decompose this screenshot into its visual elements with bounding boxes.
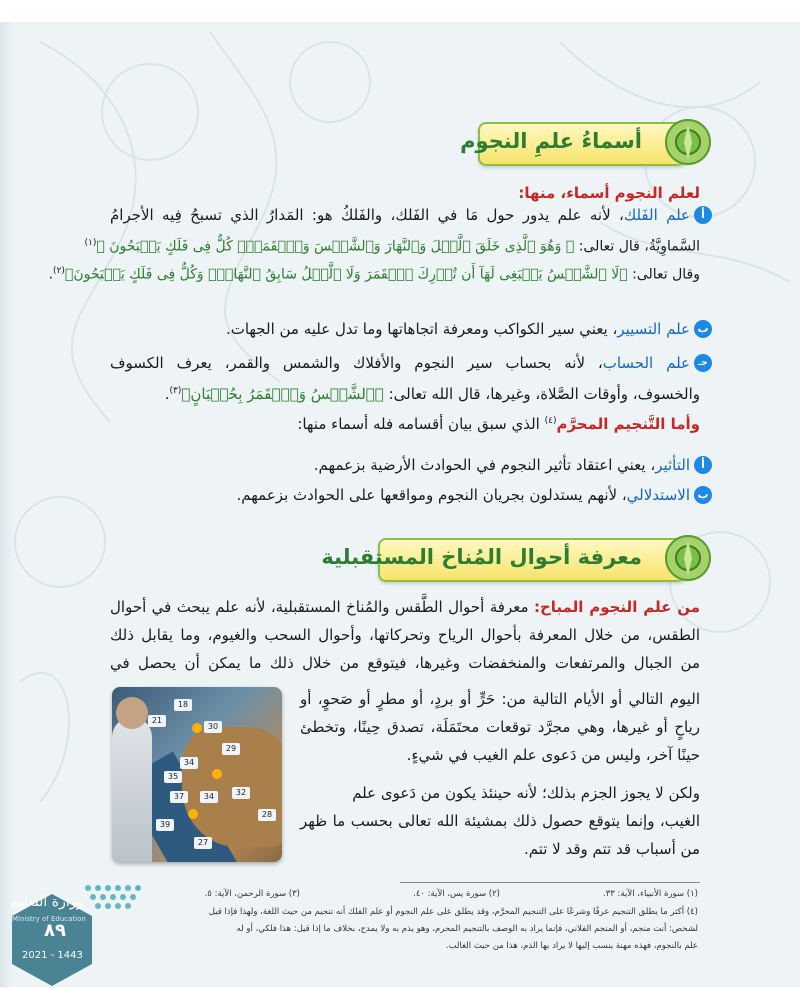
item-hisab-text: ، لأنه بحساب سير النجوم والأفلاك والشمس والقمر، يعرف الكسوف bbox=[110, 354, 603, 372]
bullet-marker-a: أ bbox=[694, 206, 712, 224]
climate-p1-line6: حينًا آخر، وليس من دَعوى علم الغيب في شيءٍ. bbox=[406, 746, 700, 764]
map-temp: 18 bbox=[174, 699, 192, 711]
ornament-flower-icon-2 bbox=[660, 530, 716, 586]
item-hisab-line1 bbox=[110, 352, 690, 374]
page-edge-strip bbox=[0, 22, 14, 987]
bullet-marker-b: ب bbox=[694, 320, 712, 338]
item-taatheer-text: ، يعني اعتقاد تأثير النجوم في الحوادث الأرضية بزعمهم. bbox=[313, 456, 656, 474]
quran-quote-2: ﴿لَا ٱلشَّمۡسُ يَنۢبَغِى لَهَآ أَن تُدۡرِكَ ٱلۡقَمَرَ وَلَا ٱلَّيۡلُ سَابِقُ ٱلنَّهَارِۚ وَكُلٌّ فِى فَلَكٍ يَسۡبَحُونَ﴾ bbox=[64, 266, 628, 283]
climate-lead: من علم النجوم المباح: bbox=[533, 598, 700, 616]
footnote-separator bbox=[400, 882, 700, 883]
footnote-ref-3[interactable]: (٣) bbox=[169, 386, 182, 396]
footnote-ref-2[interactable]: (٢) bbox=[53, 266, 65, 276]
sun-icon bbox=[192, 723, 202, 733]
map-temp: 35 bbox=[164, 771, 182, 783]
item-falak-line1 bbox=[110, 204, 690, 226]
climate-p1-line2: الطقس، من خلال المعرفة بأحوال الرياح وتحركاتها، وأحوال السحب والغيوم، وما يقابل ذلك bbox=[110, 626, 700, 644]
map-temp: 34 bbox=[200, 791, 218, 803]
term-taatheer: التأثير bbox=[655, 456, 690, 474]
term-tasyeer: علم التسيير bbox=[617, 320, 690, 338]
map-temp: 34 bbox=[180, 757, 198, 769]
item-falak-text: ، لأنه علم يدور حول مَا في الفَلك، والفَلكُ هو: المَدارُ الذي تسبحُ فِيه الأجرامُ bbox=[110, 206, 624, 224]
climate-p2-line3: من أسباب قد تتم وقد لا تتم. bbox=[523, 840, 700, 858]
footnote-4-line3: علم بالنجوم، فهذه مهنة ينسب إليها لا يراد بها الذم، هذا من حيث الغالب. bbox=[445, 941, 698, 951]
climate-p2-line2: الغيب، وإنما يتوقع حصول ذلك بمشيئة الله تعالى بحسب ما ظهر bbox=[300, 812, 700, 830]
forbidden-text: الذي سبق بيان أقسامه فله أسماء منها: bbox=[297, 415, 545, 433]
ministry-logo-dots bbox=[82, 882, 172, 918]
bullet-marker-b2: ب bbox=[694, 486, 712, 504]
map-temp: 37 bbox=[170, 791, 188, 803]
item-taatheer bbox=[100, 454, 690, 476]
term-hisab: علم الحساب bbox=[602, 354, 690, 372]
section-title: أسماءُ علمِ النجوم bbox=[460, 129, 642, 153]
map-temp: 32 bbox=[232, 787, 250, 799]
footnote-4-line2: لشخص: أنت منجم، أو المنجم الفلاني، فإنما يراد به الوصف بالتنجيم المحرم، وهو يذم به ولا يمدح، بخلاف ما إذا قيل: هذا فلكي، أو له bbox=[236, 924, 698, 934]
bullet-marker-a2: أ bbox=[694, 456, 712, 474]
item-istidlali-text: ، لأنهم يستدلون بجريان النجوم ومواقعها على الحوادث بزعمهم. bbox=[236, 486, 627, 504]
item-falak-line2 bbox=[84, 232, 700, 258]
item-falak-line2-text: السَّماوِيَّةُ، قال تعالى: bbox=[578, 238, 700, 255]
quran-quote-3: ﴿ٱلشَّمۡسُ وَٱلۡقَمَرُ بِحُسۡبَانٍ﴾ bbox=[181, 385, 384, 403]
map-temp: 29 bbox=[222, 743, 240, 755]
climate-p1-line3: من الجبال والمرتفعات والمنخفضات وغيرها، فيتوقع من خلال ذلك ما يمكن أن يحصل في bbox=[110, 654, 700, 672]
bullet-marker-c: جـ bbox=[694, 354, 712, 372]
ministry-name: وزارة التعليم bbox=[10, 894, 84, 910]
item-hisab-line2 bbox=[110, 380, 700, 405]
edition-year: 2021 - 1443 bbox=[22, 950, 83, 961]
climate-p1-text-0: معرفة أحوال الطَّقس والمُناخ المستقبلية، لأنه علم يبحث في أحوال bbox=[110, 598, 534, 616]
map-temp: 30 bbox=[204, 721, 222, 733]
ministry-name-en: Ministry of Education bbox=[12, 915, 86, 923]
sun-icon bbox=[212, 769, 222, 779]
presenter-head bbox=[116, 697, 148, 729]
sun-icon bbox=[188, 809, 198, 819]
section2-title: معرفة أحوال المُناخ المستقبلية bbox=[321, 545, 642, 569]
map-temp: 21 bbox=[148, 715, 166, 727]
map-temp: 39 bbox=[156, 819, 174, 831]
footnote-2: (٢) سورة يس، الآية: ٤٠. bbox=[413, 889, 500, 899]
map-temp: 27 bbox=[194, 837, 212, 849]
quran-quote-1: ﴿ وَهُوَ ٱلَّذِى خَلَقَ ٱلَّيۡلَ وَٱلنَّهَارَ وَٱلشَّمۡسَ وَٱلۡقَمَرَۖ كُلٌّ فِى فَلَكٍ يَسۡبَحُونَ ﴾ bbox=[96, 238, 575, 255]
footnote-ref-1[interactable]: (١) bbox=[84, 238, 97, 248]
climate-p1-line5: رياحٍ أو غيرها، وهي مجرَّد توقعات محتَمَلَة، تصدق حِينًا، وتخطئ bbox=[300, 718, 700, 736]
footnote-4-line1: (٤) أكثر ما يطلق التنجيم عرفًا وشرعًا على التنجيم المحرَّم، وقد يطلق على علم النجوم أو علم الفلك أنه تنجيم من حيث اللغة، ولهذا فإذا قيل bbox=[208, 907, 698, 917]
item-falak-end: . bbox=[48, 266, 54, 283]
page-number: ٨٩ bbox=[44, 920, 66, 941]
forbidden-intro bbox=[110, 410, 700, 435]
footnote-1: (١) سورة الأنبياء، الآية: ٣٣. bbox=[603, 889, 698, 899]
section-banner-climate bbox=[321, 538, 696, 582]
item-tasyeer bbox=[100, 318, 690, 340]
climate-p1-line4: اليوم التالي أو الأيام التالية من: حَرٍّ أو بردٍ، أو مطرٍ أو صَحوٍ، أو bbox=[300, 690, 700, 708]
weather-forecast-map-image bbox=[112, 687, 282, 862]
item-falak-line3 bbox=[48, 260, 700, 286]
ornament-flower-icon bbox=[660, 114, 716, 170]
section-banner-star-names bbox=[460, 122, 696, 166]
textbook-page bbox=[0, 22, 800, 987]
item-falak-line3-text: وقال تعالى: bbox=[632, 266, 700, 283]
footnote-3: (٣) سورة الرحمن، الآية: ٥. bbox=[204, 889, 300, 899]
term-falak: علم الفَلك bbox=[623, 206, 690, 224]
item-tasyeer-text: ، يعني سير الكواكب ومعرفة اتجاهاتها وما تدل عليه من الجهات. bbox=[225, 320, 618, 338]
footnote-ref-4[interactable]: (٤) bbox=[544, 416, 557, 426]
weather-presenter bbox=[112, 717, 152, 862]
climate-p1-line1 bbox=[110, 596, 700, 618]
forbidden-lead: وأما التَّنجيم المحرَّم bbox=[556, 415, 700, 433]
item-hisab-end: . bbox=[164, 385, 170, 403]
term-istidlali: الاستدلالي bbox=[626, 486, 690, 504]
climate-p2-line1: ولكن لا يجوز الجزم بذلك؛ لأنه حينئذ يكون من دَعوى علم bbox=[352, 784, 700, 802]
map-temp: 28 bbox=[258, 809, 276, 821]
item-istidlali bbox=[100, 484, 690, 506]
item-hisab-line2-text: والخسوف، وأوقات الصَّلاة، وغيرها، قال الله تعالى: bbox=[388, 385, 700, 403]
intro-heading: لعلم النجوم أسماء، منها: bbox=[518, 184, 700, 202]
